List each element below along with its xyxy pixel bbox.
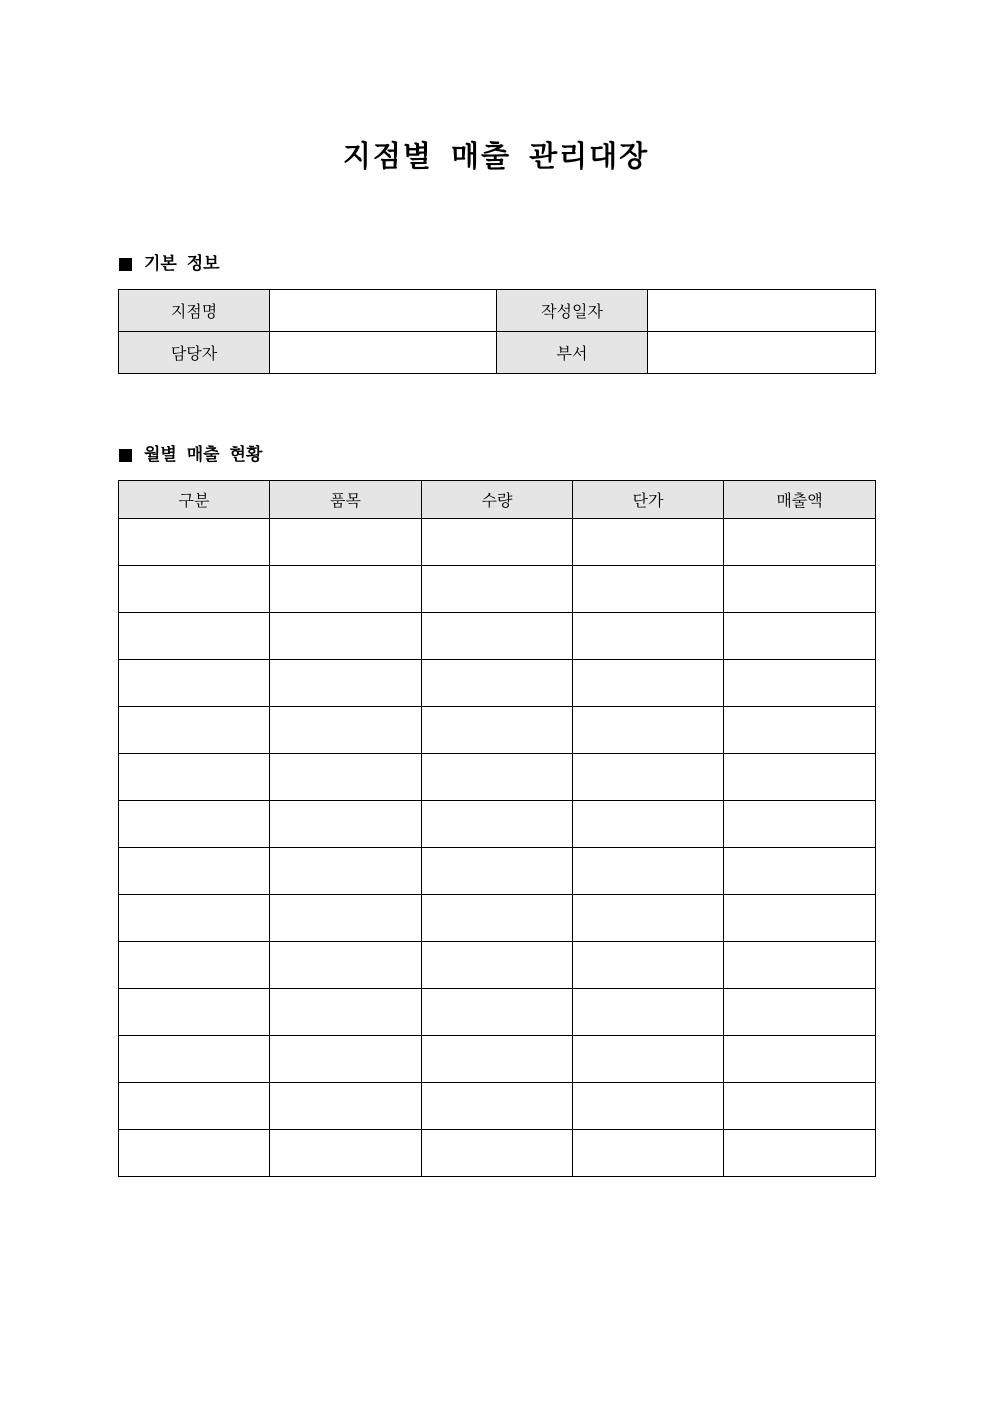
- category-cell[interactable]: [119, 895, 270, 942]
- department-label: 부서: [497, 332, 648, 374]
- column-header-unit-price: 단가: [573, 481, 724, 519]
- table-row: [119, 1130, 876, 1177]
- category-cell[interactable]: [119, 1036, 270, 1083]
- document-title: 지점별 매출 관리대장: [342, 139, 650, 173]
- category-cell[interactable]: [119, 1130, 270, 1177]
- section-heading-monthly-sales: [119, 443, 262, 467]
- monthly-sales-body: [119, 519, 876, 1177]
- square-bullet-icon: [119, 449, 132, 462]
- monthly-sales-table: [118, 480, 876, 1177]
- item-cell[interactable]: [270, 1083, 422, 1130]
- table-row: [119, 519, 876, 566]
- table-row: [119, 613, 876, 660]
- table-row: [119, 754, 876, 801]
- unit-price-cell[interactable]: [573, 1130, 724, 1177]
- table-header-row: [119, 481, 876, 519]
- table-row: [119, 895, 876, 942]
- unit-price-cell[interactable]: [573, 895, 724, 942]
- item-cell[interactable]: [270, 519, 422, 566]
- item-cell[interactable]: [270, 707, 422, 754]
- unit-price-cell[interactable]: [573, 989, 724, 1036]
- category-cell[interactable]: [119, 942, 270, 989]
- item-cell[interactable]: [270, 989, 422, 1036]
- column-header-quantity: 수량: [422, 481, 573, 519]
- unit-price-cell[interactable]: [573, 566, 724, 613]
- sales-amount-cell[interactable]: [724, 613, 876, 660]
- quantity-cell[interactable]: [422, 1036, 573, 1083]
- section-heading-basic-info: [119, 252, 220, 276]
- quantity-cell[interactable]: [422, 848, 573, 895]
- item-cell[interactable]: [270, 1130, 422, 1177]
- quantity-cell[interactable]: [422, 989, 573, 1036]
- quantity-cell[interactable]: [422, 660, 573, 707]
- category-cell[interactable]: [119, 989, 270, 1036]
- category-cell[interactable]: [119, 754, 270, 801]
- branch-name-field[interactable]: [270, 290, 497, 332]
- unit-price-cell[interactable]: [573, 1036, 724, 1083]
- quantity-cell[interactable]: [422, 1083, 573, 1130]
- quantity-cell[interactable]: [422, 519, 573, 566]
- sales-amount-cell[interactable]: [724, 848, 876, 895]
- item-cell[interactable]: [270, 801, 422, 848]
- sales-amount-cell[interactable]: [724, 1130, 876, 1177]
- quantity-cell[interactable]: [422, 942, 573, 989]
- item-cell[interactable]: [270, 613, 422, 660]
- category-cell[interactable]: [119, 707, 270, 754]
- column-header-item: 품목: [270, 481, 422, 519]
- quantity-cell[interactable]: [422, 1130, 573, 1177]
- sales-amount-cell[interactable]: [724, 754, 876, 801]
- manager-label: 담당자: [119, 332, 270, 374]
- item-cell[interactable]: [270, 1036, 422, 1083]
- category-cell[interactable]: [119, 613, 270, 660]
- table-row: [119, 848, 876, 895]
- section-heading-label: 월별 매출 현황: [144, 445, 263, 465]
- quantity-cell[interactable]: [422, 613, 573, 660]
- item-cell[interactable]: [270, 848, 422, 895]
- sales-amount-cell[interactable]: [724, 1036, 876, 1083]
- manager-field[interactable]: [270, 332, 497, 374]
- table-row: [119, 1036, 876, 1083]
- basic-info-table: [118, 289, 876, 374]
- quantity-cell[interactable]: [422, 566, 573, 613]
- sales-amount-cell[interactable]: [724, 895, 876, 942]
- category-cell[interactable]: [119, 848, 270, 895]
- sales-amount-cell[interactable]: [724, 801, 876, 848]
- column-header-category: 구분: [119, 481, 270, 519]
- sales-amount-cell[interactable]: [724, 1083, 876, 1130]
- quantity-cell[interactable]: [422, 801, 573, 848]
- table-row: [119, 707, 876, 754]
- date-written-label: 작성일자: [497, 290, 648, 332]
- quantity-cell[interactable]: [422, 754, 573, 801]
- date-written-field[interactable]: [648, 290, 876, 332]
- table-row: [119, 566, 876, 613]
- quantity-cell[interactable]: [422, 895, 573, 942]
- unit-price-cell[interactable]: [573, 801, 724, 848]
- category-cell[interactable]: [119, 801, 270, 848]
- table-row: [119, 989, 876, 1036]
- unit-price-cell[interactable]: [573, 1083, 724, 1130]
- sales-amount-cell[interactable]: [724, 519, 876, 566]
- sales-amount-cell[interactable]: [724, 660, 876, 707]
- category-cell[interactable]: [119, 660, 270, 707]
- table-row: [119, 1083, 876, 1130]
- category-cell[interactable]: [119, 566, 270, 613]
- table-row: [119, 942, 876, 989]
- unit-price-cell[interactable]: [573, 660, 724, 707]
- sales-amount-cell[interactable]: [724, 566, 876, 613]
- column-header-sales-amount: 매출액: [724, 481, 876, 519]
- table-row: [119, 332, 876, 374]
- sales-amount-cell[interactable]: [724, 989, 876, 1036]
- square-bullet-icon: [119, 258, 132, 271]
- unit-price-cell[interactable]: [573, 707, 724, 754]
- quantity-cell[interactable]: [422, 707, 573, 754]
- category-cell[interactable]: [119, 1083, 270, 1130]
- unit-price-cell[interactable]: [573, 942, 724, 989]
- branch-name-label: 지점명: [119, 290, 270, 332]
- item-cell[interactable]: [270, 660, 422, 707]
- unit-price-cell[interactable]: [573, 754, 724, 801]
- table-row: [119, 801, 876, 848]
- item-cell[interactable]: [270, 754, 422, 801]
- table-row: [119, 290, 876, 332]
- sales-amount-cell[interactable]: [724, 707, 876, 754]
- item-cell[interactable]: [270, 566, 422, 613]
- category-cell[interactable]: [119, 519, 270, 566]
- unit-price-cell[interactable]: [573, 519, 724, 566]
- item-cell[interactable]: [270, 895, 422, 942]
- table-row: [119, 660, 876, 707]
- unit-price-cell[interactable]: [573, 613, 724, 660]
- item-cell[interactable]: [270, 942, 422, 989]
- sales-amount-cell[interactable]: [724, 942, 876, 989]
- department-field[interactable]: [648, 332, 876, 374]
- unit-price-cell[interactable]: [573, 848, 724, 895]
- section-heading-label: 기본 정보: [144, 254, 220, 274]
